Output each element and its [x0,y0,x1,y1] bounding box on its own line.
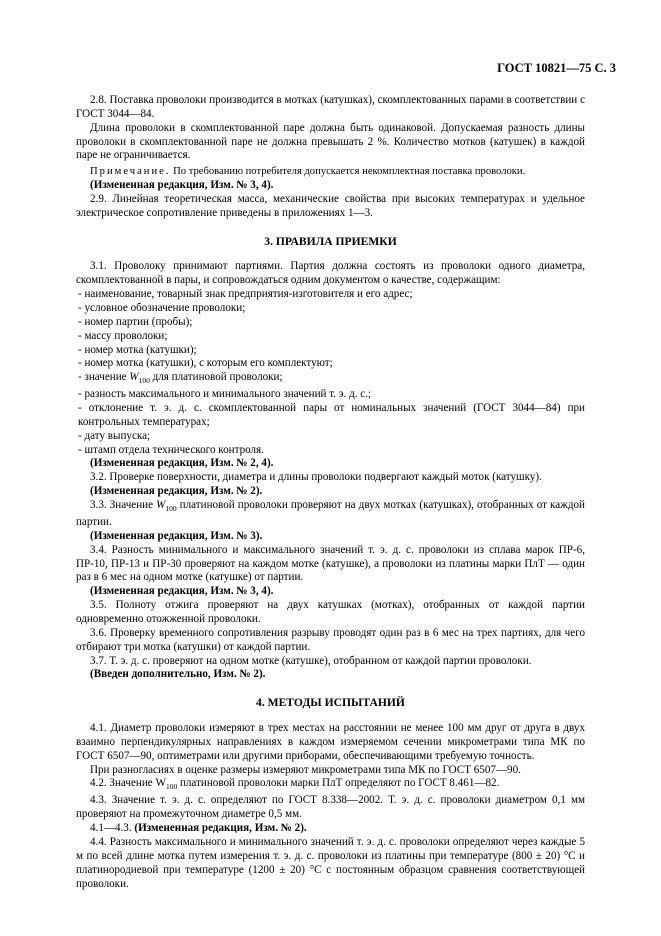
para-3-6: 3.6. Проверку временного сопротивления разрыву проводят один раз в 6 мес на трех партиях, для чего отбирают три мотка (катушки) от каждой партии. [76,626,585,653]
list-item: - условное обозначение проволоки; [78,301,246,314]
amendment: (Измененная редакция, Изм. № 3, 4). [90,585,274,598]
amendment: (Введен дополнительно, Изм. № 2). [90,668,266,681]
amendment: (Измененная редакция, Изм. № 3). [90,529,263,542]
list-item: - наименование, товарный знак предприятия-изготовителя и его адрес; [78,288,413,301]
list-item: - номер партии (пробы); [78,315,193,328]
note-label: Примечание. [90,166,171,178]
w-subscript: 100 [165,782,178,792]
amendment: (Измененная редакция, Изм. № 2). [90,485,263,498]
para-4-3: 4.3. Значение т. э. д. с. определяют по ГОСТ 8.338—2002. Т. э. д. с. проволоки диаметром 0,1 мм проверяют на промежуточном диаметре 0,5 мм. [76,794,585,821]
para-3-2: 3.2. Проверке поверхности, диаметра и длины проволоки подвергают каждый моток (катушку). [90,471,542,484]
list-item: - номер мотка (катушки); [78,343,197,356]
para-4-1-4-3: 4.1—4.3. (Измененная редакция, Изм. № 2). [90,822,307,835]
note-text: По требованию потребителя допускается некомплектная поставка проволоки. [170,166,526,178]
note [76,165,585,179]
para-4-4: 4.4. Разность максимального и минимального значений т. э. д. с. проволоки определяют через каждые 5 м по всей длине мотка путем измерения т. э. д. с. проволоки из платины при температуре (800 ± 20) °С и платинородиевой при температуре (1200 ± 20) °С с постоянным образцом сравнения соответствующей проволоки. [76,836,585,890]
amendment: (Измененная редакция, Изм. № 2, 4). [90,457,274,470]
w-symbol: W [129,371,139,384]
amendment: (Измененная редакция, Изм. № 2). [134,822,307,835]
para-4-1: 4.1. Диаметр проволоки измеряют в трех местах на расстоянии не менее 100 мм друг от друга в двух взаимно перпендикулярных направлениях в каждом измеряемом сечении микрометрами типа МК по ГОСТ 6507—90, оптиметрами или другими приборами, обеспечивающими требуемую точность. [76,722,585,762]
para-2-8: 2.8. Поставка проволоки производится в мотках (катушках), скомплектованных парами в соответствии с ГОСТ 3044—84. [76,94,585,120]
list-item-w100: - значение $W_{100}$ для платиновой проволоки; [78,371,283,386]
para-4-1-dispute: При разногласиях в оценке размеры измеряют микрометрами типа МК по ГОСТ 6507—90. [90,763,521,776]
para-3-1: 3.1. Проволоку принимают партиями. Партия должна состоять из проволоки одного диаметра, скомплектованной в пары, и сопровождаться одним документом о качестве, содержащим: [76,260,585,287]
para-2-8-length: Длина проволоки в скомплектованной паре должна быть одинаковой. Допускаемая разность длины проволоки в скомплектованной паре не должна превышать 2 %. Количество мотков (катушек) в каждой паре не ограничивается. [76,121,585,162]
list-item: - массу проволоки; [78,329,168,342]
page-content [76,94,585,891]
section-3-title: 3. ПРАВИЛА ПРИЕМКИ [264,234,397,248]
amendment: (Измененная редакция, Изм. № 3, 4). [90,179,274,192]
list-item: - номер мотка (катушки), с которым его комплектуют; [78,357,333,370]
list-item: - дату выпуска; [78,429,151,442]
list-item: - отклонение т. э. д. с. скомплектованной пары от номинальных значений (ГОСТ 3044—84) при контрольных температурах; [78,402,585,428]
w-subscript: 100 [165,504,177,514]
w-subscript: 100 [138,376,150,386]
para-3-7: 3.7. Т. э. д. с. проверяют на одном мотке (катушке), отобранном от каждой партии проволоки. [90,654,532,667]
list-item: - разность максимального и минимального значений т. э. д. с.; [78,388,372,401]
para-3-4: 3.4. Разность минимального и максимального значений т. э. д. с. проволоки из сплава марок ПР-6, ПР-10, ПР-13 и ПР-30 проверяют на каждом мотке (катушке), а проволоки из платины марки ПлТ — один раз в 6 мес на одном мотке (катушке) от партии. [76,543,585,584]
page-header: ГОСТ 10821—75 С. 3 [497,61,616,75]
list-item: - штамп отдела технического контроля. [78,443,264,456]
para-3-5: 3.5. Полноту отжига проверяют на двух катушках (мотках), отобранных от каждой партии одновременно отожженной проволоки. [76,599,585,625]
para-3-3: 3.3. Значение $W_{100}$ платиновой проволоки проверяют на двух мотках (катушках), отобранных от каждой партии. [76,499,585,529]
para-2-9: 2.9. Линейная теоретическая масса, механические свойства при высоких температурах и удельное электрическое сопротивление приведены в приложениях 1—3. [76,192,585,219]
para-4-2: 4.2. Значение $W_{100}$ платиновой проволоки марки ПлТ определяют по ГОСТ 8.461—82. [90,777,500,792]
w-symbol: W [156,499,166,511]
section-4-title: 4. МЕТОДЫ ИСПЫТАНИЙ [256,696,405,710]
